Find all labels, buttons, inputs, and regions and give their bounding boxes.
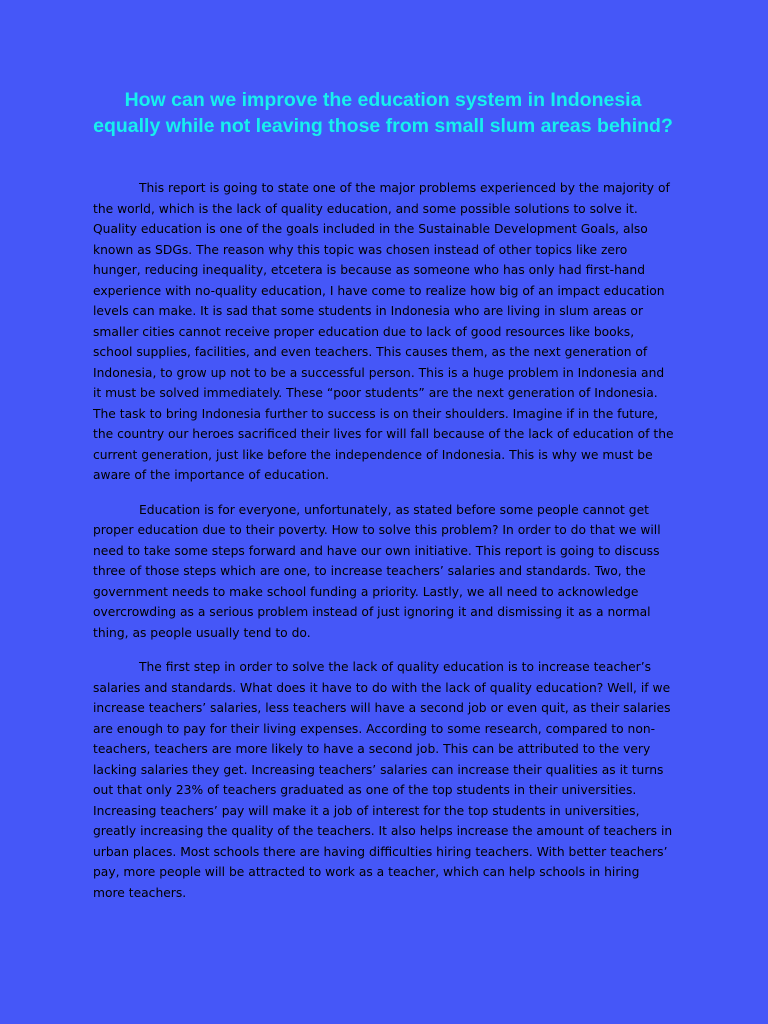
paragraph-first-step: The first step in order to solve the lack of quality education is to increase teacher’s salaries and standards. What does it have to do with the lack of quality education? Well, if we increase teachers’ salaries, less teachers will have a second job or even quit, as their salaries are enough to pay for their living expenses. According to some research, compared to non-teachers, teachers are more likely to have a second job. This can be attributed to the very lacking salaries they get. Increasing teachers’ salaries can increase their qualities as it turns out that only 23% of teachers graduated as one of the top students in their universities. Increasing teachers’ pay will make it a job of interest for the top students in universities, greatly increasing the quality of the teachers. It also helps increase the amount of teachers in urban places. Most schools there are having difficulties hiring teachers. With better teachers’ pay, more people will be attracted to work as a teacher, which can help schools in hiring more teachers. bbox=[93, 660, 673, 900]
document-title: How can we improve the education system in Indonesia equally while not leaving those from small slum areas behind? bbox=[93, 89, 673, 137]
paragraph-introduction: This report is going to state one of the major problems experienced by the majority of the world, which is the lack of quality education, and some possible solutions to solve it. Quality education is one of the goals included in the Sustainable Development Goals, also known as SDGs. The reason why this topic was chosen instead of other topics like zero hunger, reducing inequality, etcetera is because as someone who has only had first-hand experience with no-quality education, I have come to realize how big of an impact education levels can make. It is sad that some students in Indonesia who are living in slum areas or smaller cities cannot receive proper education due to lack of good resources like books, school supplies, facilities, and even teachers. This causes them, as the next generation of Indonesia, to grow up not to be a successful person. This is a huge problem in Indonesia and it must be solved immediately. These “poor students” are the next generation of Indonesia. The task to bring Indonesia further to success is on their shoulders. Imagine if in the future, the country our heroes sacrificed their lives for will fall because of the lack of education of the current generation, just like before the independence of Indonesia. This is why we must be aware of the importance of education. bbox=[93, 181, 674, 482]
paragraph-overview: Education is for everyone, unfortunately, as stated before some people cannot get proper education due to their poverty. How to solve this problem? In order to do that we will need to take some steps forward and have our own initiative. This report is going to discuss three of those steps which are one, to increase teachers’ salaries and standards. Two, the government needs to make school funding a priority. Lastly, we all need to acknowledge overcrowding as a serious problem instead of just ignoring it and dismissing it as a normal thing, as people usually tend to do. bbox=[93, 502, 661, 640]
document-body bbox=[93, 178, 675, 917]
